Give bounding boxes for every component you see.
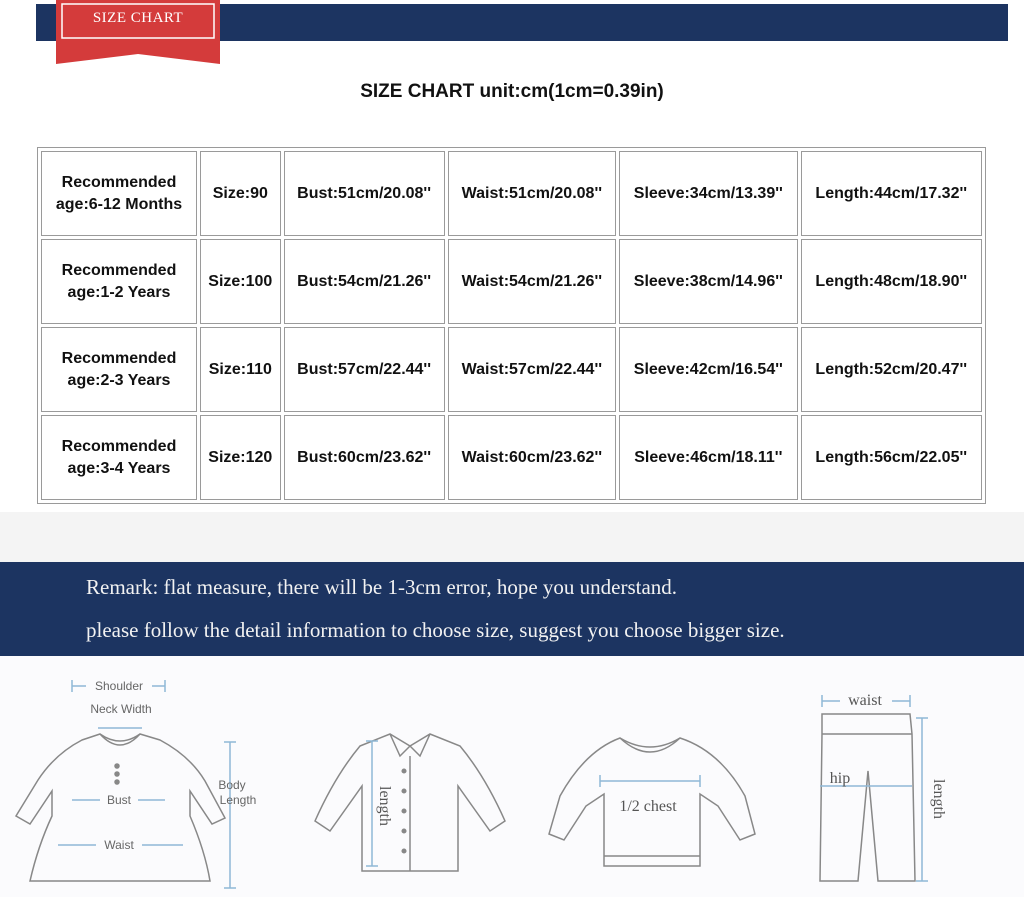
divider-band: [0, 512, 1024, 562]
recommended-age-cell: [41, 239, 197, 324]
table-row: [41, 327, 982, 412]
shirt-diagram: [315, 734, 505, 871]
size-cell: Size:100: [200, 239, 281, 324]
table-row: [41, 151, 982, 236]
measurement-diagrams: [0, 656, 1024, 897]
age-line-1: Recommended: [61, 261, 177, 279]
pants-waist-label: waist: [848, 692, 882, 709]
waist-cell: Waist:54cm/21.26'': [448, 239, 616, 324]
bust-label: Bust: [106, 793, 132, 807]
recommended-age-cell: [41, 151, 197, 236]
chest-label: 1/2 chest: [619, 798, 677, 815]
length-cell: Length:44cm/17.32'': [801, 151, 982, 236]
hip-label: hip: [829, 770, 851, 787]
age-line-2: age:6-12 Months: [55, 195, 183, 213]
size-cell: Size:110: [200, 327, 281, 412]
bust-cell: Bust:51cm/20.08'': [284, 151, 445, 236]
bust-cell: Bust:54cm/21.26'': [284, 239, 445, 324]
age-line-1: Recommended: [61, 349, 177, 367]
table-row: [41, 415, 982, 500]
length-cell: Length:52cm/20.47'': [801, 327, 982, 412]
waist-cell: Waist:51cm/20.08'': [448, 151, 616, 236]
neck-width-label: Neck Width: [90, 702, 152, 716]
age-line-2: age:1-2 Years: [67, 283, 171, 301]
page-title: SIZE CHART unit:cm(1cm=0.39in): [360, 81, 664, 102]
age-line-1: Recommended: [61, 173, 177, 191]
recommended-age-cell: [41, 415, 197, 500]
size-cell: Size:90: [200, 151, 281, 236]
length-label: Length: [219, 793, 257, 807]
sleeve-cell: Sleeve:46cm/18.11'': [619, 415, 797, 500]
shirt-length-label: length: [376, 786, 393, 826]
age-line-2: age:2-3 Years: [67, 371, 171, 389]
length-cell: Length:56cm/22.05'': [801, 415, 982, 500]
waist-cell: Waist:60cm/23.62'': [448, 415, 616, 500]
pants-diagram: [820, 695, 928, 881]
recommended-age-cell: [41, 327, 197, 412]
sleeve-cell: Sleeve:34cm/13.39'': [619, 151, 797, 236]
table-row: [41, 239, 982, 324]
badge-label: SIZE CHART: [92, 10, 184, 26]
remark-line-2: please follow the detail information to choose size, suggest you choose bigger size.: [86, 618, 785, 642]
body-label: Body: [218, 778, 246, 792]
remark-line-1: Remark: flat measure, there will be 1-3cm error, hope you understand.: [86, 575, 678, 599]
length-cell: Length:48cm/18.90'': [801, 239, 982, 324]
age-line-1: Recommended: [61, 437, 177, 455]
waist-cell: Waist:57cm/22.44'': [448, 327, 616, 412]
bust-cell: Bust:57cm/22.44'': [284, 327, 445, 412]
bust-cell: Bust:60cm/23.62'': [284, 415, 445, 500]
pants-length-label: length: [930, 779, 947, 819]
size-table: [37, 147, 986, 504]
size-cell: Size:120: [200, 415, 281, 500]
shoulder-label: Shoulder: [94, 679, 144, 693]
sleeve-cell: Sleeve:42cm/16.54'': [619, 327, 797, 412]
waist-label: Waist: [104, 838, 134, 852]
age-line-2: age:3-4 Years: [67, 459, 171, 477]
size-chart-badge: [56, 0, 220, 64]
remark-banner: [0, 562, 1024, 656]
sleeve-cell: Sleeve:38cm/14.96'': [619, 239, 797, 324]
